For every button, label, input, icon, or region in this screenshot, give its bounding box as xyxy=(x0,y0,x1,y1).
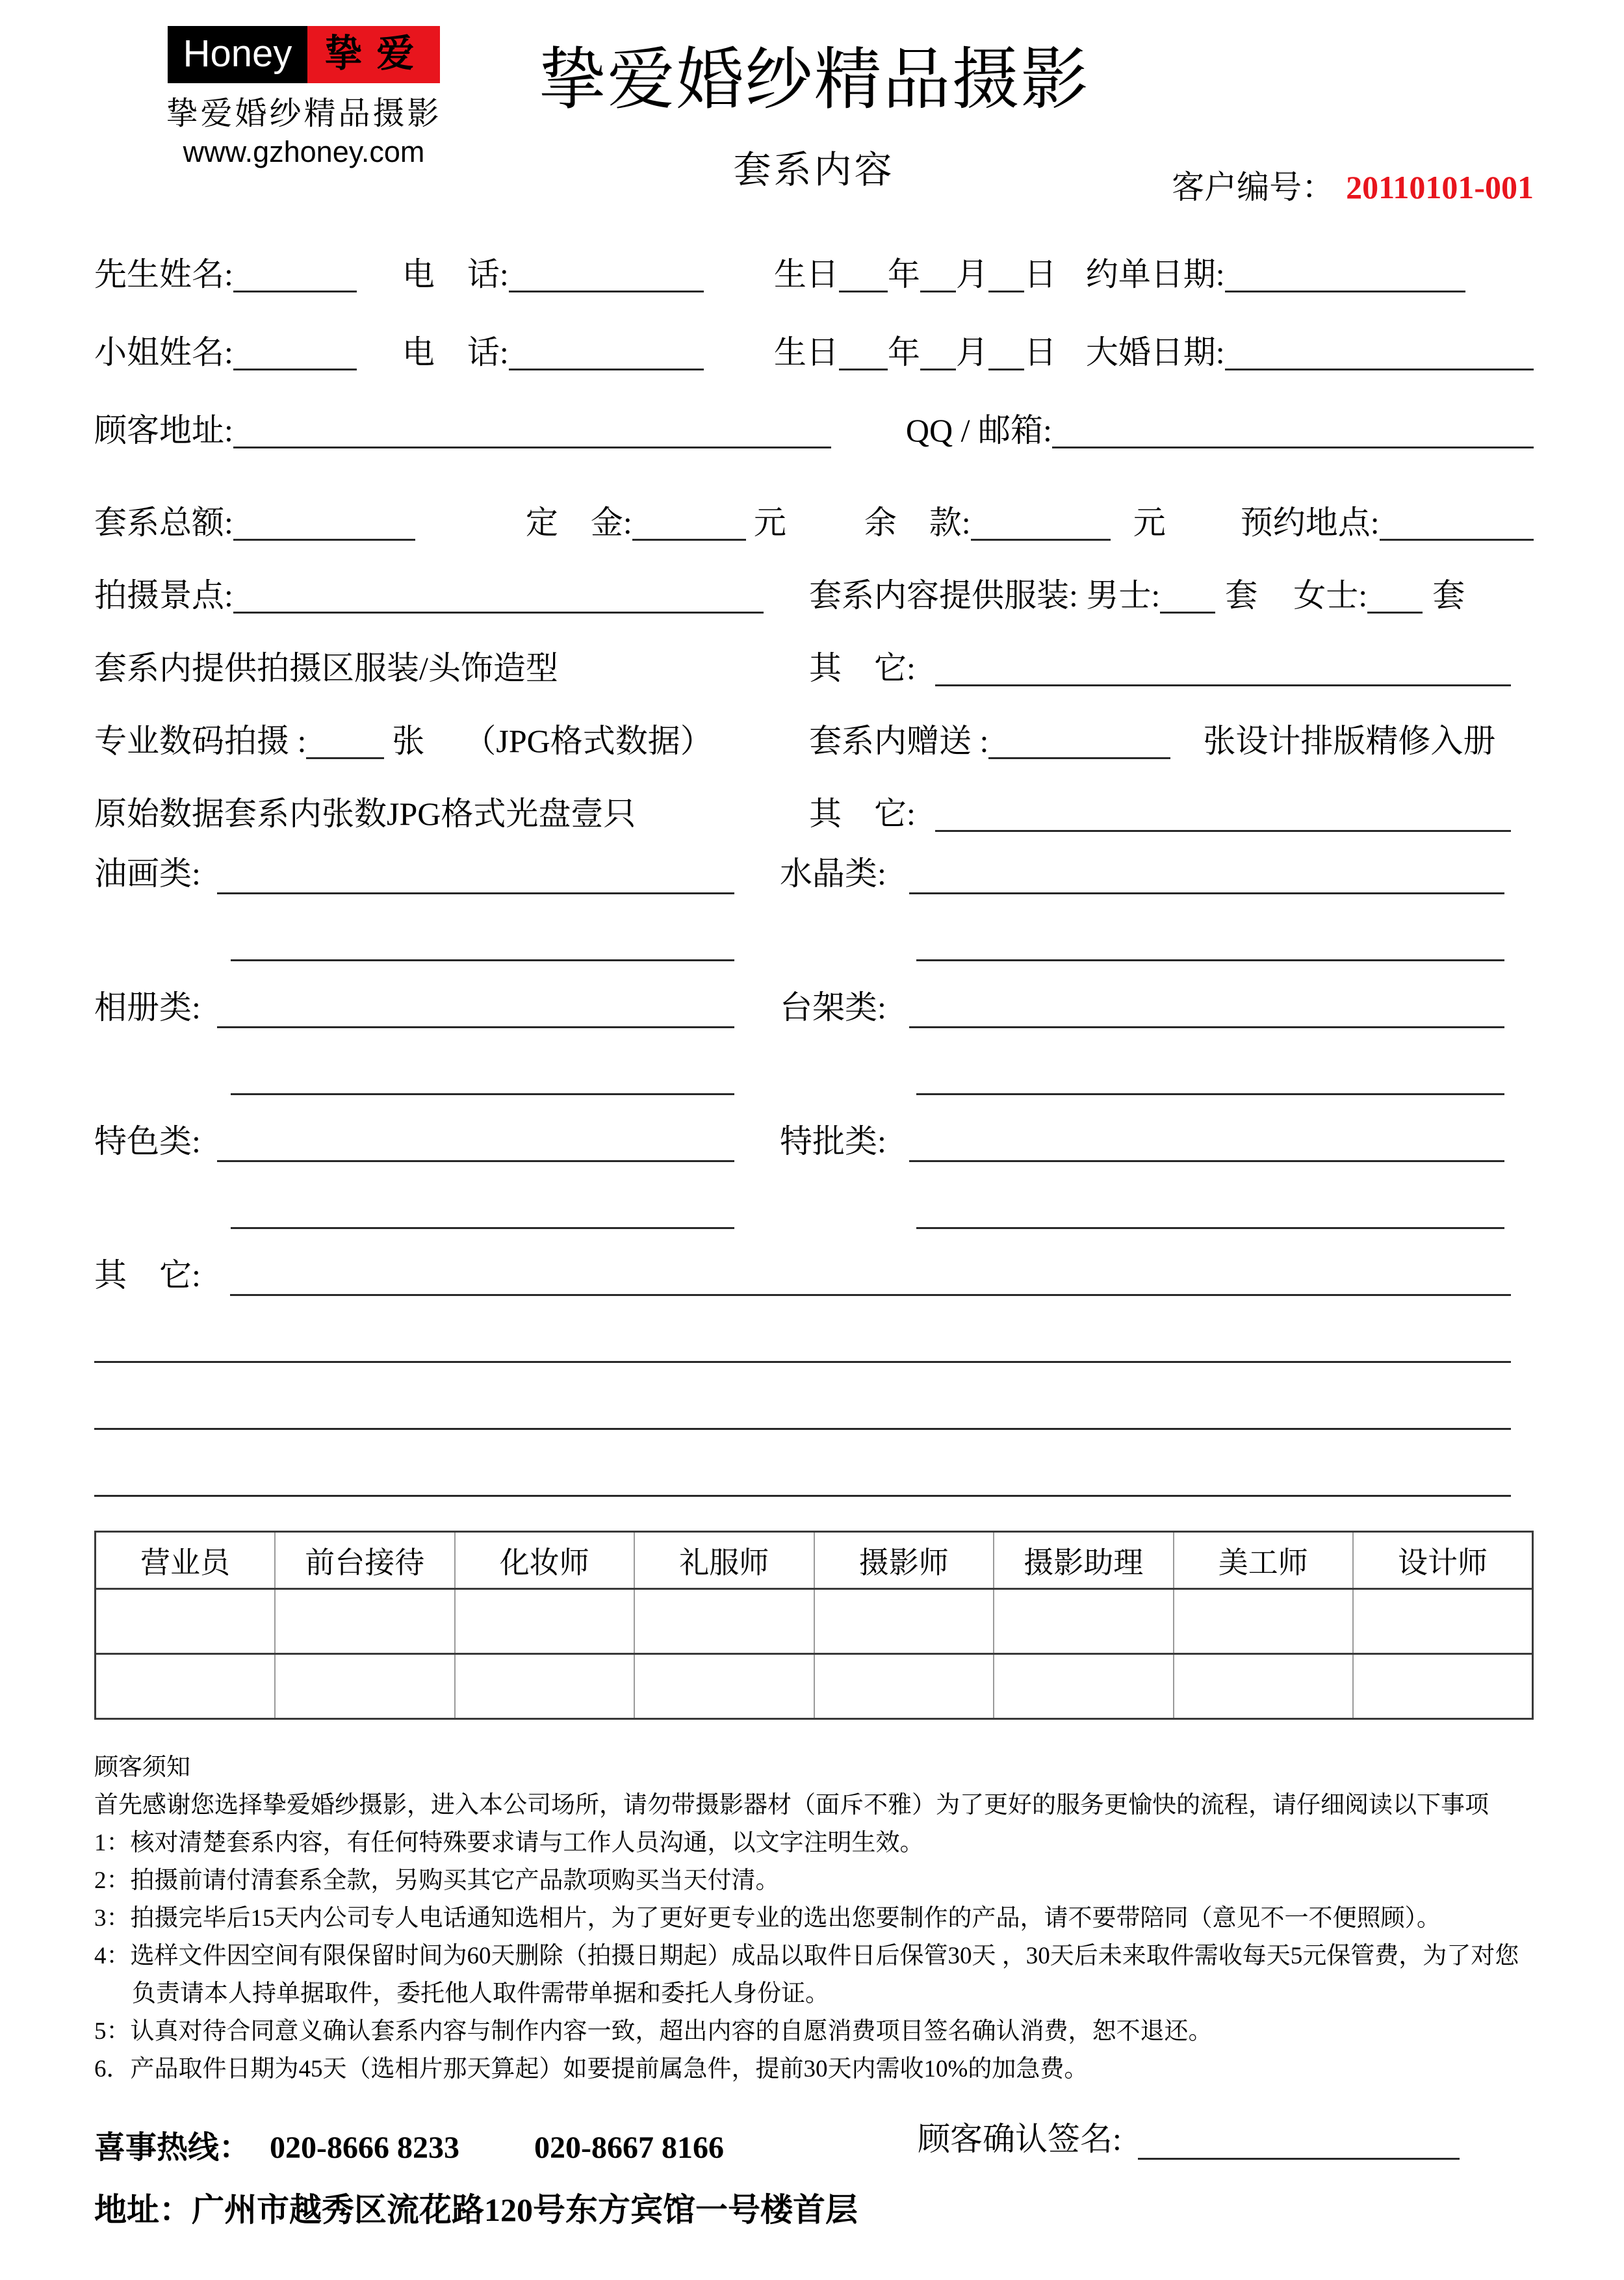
shooting-spot-cell xyxy=(94,577,809,614)
deposit-blank xyxy=(632,539,746,541)
row-extra-line-1 xyxy=(94,1296,1534,1363)
groom-name-blank xyxy=(233,291,357,292)
clothes-cell xyxy=(809,577,1534,614)
jpg-note: （JPG格式数据） xyxy=(463,723,713,759)
customer-address-label: 顾客地址: xyxy=(94,412,233,448)
bride-month-label: 月 xyxy=(955,334,988,370)
groom-birthday-label: 生日 xyxy=(773,256,839,292)
album-line2-cell xyxy=(94,1093,780,1095)
staff-cell xyxy=(96,1654,276,1719)
groom-name-label: 先生姓名: xyxy=(94,256,233,292)
signature-label: 顾客确认签名: xyxy=(918,2121,1122,2157)
notice-item-2: 2：拍摄前请付清套系全款，另购买其它产品款项购买当天付清。 xyxy=(94,1867,780,1894)
gift-count-blank xyxy=(988,757,1170,759)
row-address xyxy=(94,370,1534,448)
crystal-blank-2 xyxy=(916,959,1504,961)
oil-blank-2 xyxy=(231,959,734,961)
row-other xyxy=(94,1229,1534,1296)
staff-header-artist: 美工师 xyxy=(1174,1532,1354,1589)
row-album-stand xyxy=(94,961,1534,1028)
page-title: 挚爱婚纱精品摄影 xyxy=(538,43,1090,118)
row-oil-crystal-line2 xyxy=(94,894,1534,961)
logo-zhiai-text: 挚爱 xyxy=(307,26,440,83)
bride-phone-blank xyxy=(509,369,704,370)
clothes-label: 套系内容提供服装: 男士: xyxy=(809,577,1161,614)
groom-birth-year-blank xyxy=(839,291,888,292)
gift-album-note: 张设计排版精修入册 xyxy=(1203,723,1496,759)
digital-cell xyxy=(94,723,809,759)
special-category-label: 特色类: xyxy=(94,1123,201,1159)
gift-cell xyxy=(809,723,1534,759)
balance-yuan-label: 元 xyxy=(1133,504,1166,541)
row-extra-line-2 xyxy=(94,1363,1534,1430)
shooting-spot-blank xyxy=(233,612,764,614)
men-suits-blank xyxy=(1160,612,1215,614)
stand-blank-2 xyxy=(916,1093,1504,1095)
album-blank-2 xyxy=(231,1093,734,1095)
notice-title: 顾客须知 xyxy=(94,1754,190,1781)
raw-other-blank xyxy=(935,830,1511,832)
row-raw-data xyxy=(94,759,1534,832)
bride-name-blank xyxy=(233,369,357,370)
package-total-blank xyxy=(233,539,415,541)
row-oil-crystal xyxy=(94,832,1534,894)
notice-intro: 首先感谢您选择挚爱婚纱摄影，进入本公司场所，请勿带摄影器材（面斥不雅）为了更好的服务更愉快的流程，请仔细阅读以下事项 xyxy=(94,1792,1489,1819)
men-suits-unit: 套 xyxy=(1225,577,1258,614)
customer-notice xyxy=(94,1749,1534,2088)
extra-blank-3 xyxy=(94,1495,1511,1497)
album-category-label: 相册类: xyxy=(94,989,201,1026)
order-date-label: 约单日期: xyxy=(1085,256,1225,292)
staff-header-sales: 营业员 xyxy=(96,1532,276,1589)
row-digital xyxy=(94,686,1534,759)
header xyxy=(94,0,1534,214)
crystal-blank xyxy=(909,892,1504,894)
signature-blank xyxy=(1138,2158,1460,2160)
groom-month-label: 月 xyxy=(955,256,988,292)
approved-blank-2 xyxy=(916,1227,1504,1229)
staff-cell xyxy=(1174,1654,1354,1719)
staff-cell xyxy=(96,1589,276,1654)
row-price xyxy=(94,468,1534,541)
stand-line2-cell xyxy=(780,1093,1534,1095)
other-blank xyxy=(230,1294,1511,1296)
bride-birth-month-blank xyxy=(920,369,956,370)
extra-blank-2 xyxy=(94,1428,1511,1430)
hotline-phone-1: 020-8666 8233 xyxy=(270,2131,459,2165)
staff-empty-row-1 xyxy=(96,1589,1533,1654)
balance-blank xyxy=(971,539,1111,541)
album-blank xyxy=(217,1026,734,1028)
special-line2-cell xyxy=(94,1227,780,1229)
staff-cell xyxy=(814,1589,994,1654)
bride-day-label: 日 xyxy=(1024,334,1057,370)
groom-phone-label: 电 话: xyxy=(402,256,509,292)
qq-email-label: QQ / 邮箱: xyxy=(905,412,1052,448)
album-cell xyxy=(94,981,780,1028)
bride-birth-day-blank xyxy=(988,369,1024,370)
notice-item-5: 5：认真对待合同意义确认套系内容与制作内容一致，超出内容的自愿消费项目签名确认消费，恕不退还。 xyxy=(94,2018,1213,2045)
row-bride xyxy=(94,292,1534,370)
staff-table xyxy=(94,1531,1534,1720)
staff-cell xyxy=(994,1654,1174,1719)
row-shooting-spot xyxy=(94,541,1534,614)
bride-year-label: 年 xyxy=(887,334,920,370)
special-blank-2 xyxy=(231,1227,734,1229)
staff-cell xyxy=(1353,1589,1533,1654)
logo-honey-text: Honey xyxy=(168,26,308,83)
bride-phone-label: 电 话: xyxy=(402,334,509,370)
oil-line2-cell xyxy=(94,959,780,961)
customer-number-value: 20110101-001 xyxy=(1346,169,1534,205)
gift-label: 套系内赠送 : xyxy=(809,723,989,759)
raw-data-cell xyxy=(94,796,809,832)
styling-cell xyxy=(94,650,809,686)
raw-data-text: 原始数据套系内张数JPG格式光盘壹只 xyxy=(94,796,636,832)
crystal-line2-cell xyxy=(780,959,1534,961)
balance-label: 余 款: xyxy=(864,504,971,541)
approved-category-label: 特批类: xyxy=(780,1123,886,1159)
customer-address-blank xyxy=(233,447,831,448)
staff-cell xyxy=(455,1654,635,1719)
crystal-category-label: 水晶类: xyxy=(780,855,886,892)
raw-other-label: 其 它: xyxy=(809,796,916,832)
stand-cell xyxy=(780,981,1534,1028)
studio-address: 地址：广州市越秀区流花路120号东方宾馆一号楼首层 xyxy=(94,2192,858,2228)
staff-cell xyxy=(634,1654,814,1719)
groom-birth-month-blank xyxy=(920,291,956,292)
staff-header-assistant: 摄影助理 xyxy=(994,1532,1174,1589)
staff-header-dress: 礼服师 xyxy=(634,1532,814,1589)
page-subtitle: 套系内容 xyxy=(733,149,895,191)
extra-blank-1 xyxy=(94,1361,1511,1363)
digital-count-blank xyxy=(306,757,384,759)
deposit-yuan-label: 元 xyxy=(753,504,786,541)
staff-header-makeup: 化妆师 xyxy=(455,1532,635,1589)
digital-shoot-label: 专业数码拍摄 : xyxy=(94,723,307,759)
staff-cell xyxy=(1353,1654,1533,1719)
staff-cell xyxy=(994,1589,1174,1654)
lady-suits-unit: 套 xyxy=(1432,577,1465,614)
styling-other-label: 其 它: xyxy=(809,650,916,686)
row-styling xyxy=(94,614,1534,686)
staff-cell xyxy=(634,1589,814,1654)
row-extra-line-3 xyxy=(94,1430,1534,1497)
bride-name-label: 小姐姓名: xyxy=(94,334,233,370)
notice-item-3: 3：拍摄完毕后15天内公司专人电话通知选相片，为了更好更专业的选出您要制作的产品，请不要带陪同（意见不一不便照顾）。 xyxy=(94,1905,1441,1932)
row-album-stand-line2 xyxy=(94,1028,1534,1095)
notice-item-4: 4：选样文件因空间有限保留时间为60天删除（拍摄日期起）成品以取件日后保管30天 ，30天后未来取件需收每天5元保管费，为了对您负责请本人持单据取件，委托他人取件需带单据和委托人身份证。 xyxy=(94,1943,1519,2007)
groom-day-label: 日 xyxy=(1024,256,1057,292)
raw-other-cell xyxy=(809,796,1534,832)
approved-blank xyxy=(909,1160,1504,1162)
stand-category-label: 台架类: xyxy=(780,989,886,1026)
digital-unit: 张 xyxy=(392,723,425,759)
staff-header-row xyxy=(96,1532,1533,1589)
staff-header-reception: 前台接待 xyxy=(275,1532,455,1589)
notice-item-1: 1：核对清楚套系内容，有任何特殊要求请与工作人员沟通，以文字注明生效。 xyxy=(94,1830,924,1856)
staff-cell xyxy=(275,1589,455,1654)
styling-other-cell xyxy=(809,650,1534,686)
special-blank xyxy=(217,1160,734,1162)
lady-label: 女士: xyxy=(1293,577,1368,614)
hotline-phone-2: 020-8667 8166 xyxy=(534,2131,724,2165)
staff-cell xyxy=(814,1654,994,1719)
booking-place-label: 预约地点: xyxy=(1240,504,1380,541)
staff-header-designer: 设计师 xyxy=(1353,1532,1533,1589)
logo-website: www.gzhoney.com xyxy=(183,135,425,168)
footer xyxy=(94,2122,1534,2231)
stand-blank xyxy=(909,1026,1504,1028)
crystal-cell xyxy=(780,848,1534,894)
approved-cell xyxy=(780,1115,1534,1162)
oil-category-label: 油画类: xyxy=(94,855,201,892)
staff-header-photographer: 摄影师 xyxy=(814,1532,994,1589)
special-cell xyxy=(94,1115,780,1162)
groom-phone-blank xyxy=(509,291,704,292)
wedding-date-blank xyxy=(1225,369,1534,370)
signature-row xyxy=(918,2113,1460,2160)
order-date-blank xyxy=(1225,291,1465,292)
wedding-date-label: 大婚日期: xyxy=(1085,334,1225,370)
notice-item-6: 6．产品取件日期为45天（选相片那天算起）如要提前属急件，提前30天内需收10%的加急费。 xyxy=(94,2056,1089,2082)
other-category-label: 其 它: xyxy=(94,1257,201,1293)
staff-empty-row-2 xyxy=(96,1654,1533,1719)
customer-number-label: 客户编号： xyxy=(1172,169,1335,205)
row-special-approved xyxy=(94,1095,1534,1162)
row-special-approved-line2 xyxy=(94,1162,1534,1229)
customer-number xyxy=(1172,161,1534,208)
booking-place-blank xyxy=(1380,539,1534,541)
lady-suits-blank xyxy=(1367,612,1423,614)
oil-blank xyxy=(217,892,734,894)
staff-cell xyxy=(1174,1589,1354,1654)
oil-cell xyxy=(94,848,780,894)
groom-year-label: 年 xyxy=(887,256,920,292)
groom-birth-day-blank xyxy=(988,291,1024,292)
package-total-label: 套系总额: xyxy=(94,504,233,541)
logo-company-name: 挚爱婚纱精品摄影 xyxy=(166,96,442,131)
staff-cell xyxy=(275,1654,455,1719)
styling-text: 套系内提供拍摄区服装/头饰造型 xyxy=(94,650,558,686)
shooting-spot-label: 拍摄景点: xyxy=(94,577,233,614)
bride-birthday-label: 生日 xyxy=(773,334,839,370)
qq-email-blank xyxy=(1052,447,1534,448)
deposit-label: 定 金: xyxy=(525,504,632,541)
hotline-label: 喜事热线： xyxy=(94,2131,251,2165)
bride-birth-year-blank xyxy=(839,369,888,370)
staff-cell xyxy=(455,1589,635,1654)
row-groom xyxy=(94,214,1534,292)
styling-other-blank xyxy=(935,684,1511,686)
approved-line2-cell xyxy=(780,1227,1534,1229)
